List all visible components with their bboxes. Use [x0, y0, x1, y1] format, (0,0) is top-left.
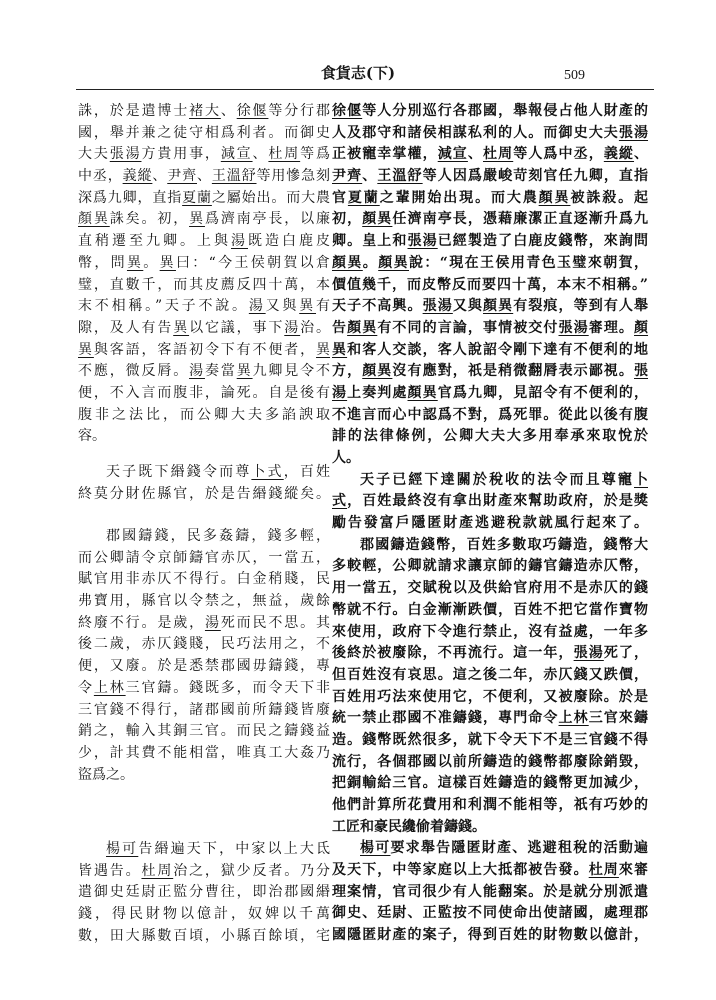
- text-line: [78, 656, 330, 678]
- text-run: 卿。皇上和: [332, 233, 408, 250]
- text-run: 直稍遷至九卿。上與: [78, 233, 231, 250]
- text-run: 造。錢幣既然很多，就下令天下不是三官錢不得: [332, 731, 648, 748]
- proper-name: 杜周: [268, 146, 301, 163]
- text-line: [332, 882, 648, 904]
- text-line: [78, 634, 330, 656]
- text-run: 流行，各個郡國以前所鑄造的錢幣都廢除銷毀，: [332, 753, 648, 770]
- text-line: [332, 101, 648, 123]
- text-run: 有不同的言論，事情被交付: [377, 319, 559, 336]
- text-line: [332, 470, 648, 492]
- text-run: 被誅殺。起: [570, 189, 649, 206]
- proper-name: 顏異: [332, 254, 363, 271]
- text-line: [332, 708, 648, 730]
- text-run: 天子既下緡錢令而尊: [106, 464, 252, 480]
- text-run: 既造白鹿皮: [248, 233, 330, 250]
- proper-name: 湯: [284, 319, 301, 336]
- text-run: 誹的法律條例，公卿大夫大多用奉承來取悅於: [332, 428, 648, 445]
- text-run: 正被寵幸掌權，: [332, 146, 438, 163]
- running-head-title: 食貨志(下): [320, 64, 396, 82]
- text-run: 、: [252, 146, 269, 163]
- text-run: 、: [634, 146, 649, 163]
- text-run: 終莫分財佐縣官，於是告緡錢縱矣。: [78, 485, 330, 502]
- text-run: 璧，直數千，而其皮薦反四十萬，本: [78, 276, 330, 293]
- text-run: 後終於被廢除，不再流行。這一年，: [332, 645, 574, 662]
- text-run: 便，又廢。於是悉禁郡國毋鑄錢，專: [78, 658, 330, 675]
- proper-name: 顏異: [407, 384, 438, 401]
- text-run: 末不相稱。”天子不說。: [78, 298, 249, 315]
- proper-name: 王溫舒: [377, 168, 423, 185]
- proper-name: 異: [332, 341, 348, 358]
- text-run: 、: [467, 146, 484, 163]
- text-run: 上奏判處: [347, 384, 408, 401]
- proper-name: 顏異: [538, 189, 571, 206]
- text-run: 任濟南亭長，憑藉廉潔正直逐漸升爲九: [392, 211, 649, 228]
- text-run: 來審: [618, 862, 649, 879]
- proper-name: 卜: [634, 471, 648, 488]
- text-line: [78, 188, 330, 210]
- proper-name: 異: [189, 211, 205, 228]
- proper-name: 尹齊: [167, 168, 197, 185]
- proper-name: 顏異: [362, 363, 393, 380]
- proper-name: 張湯: [422, 298, 453, 315]
- text-run: 價值幾千，而皮幣反而要四十萬，本末不相稱。”: [332, 276, 648, 293]
- paragraph: [332, 535, 648, 839]
- text-run: 三官來鑄: [588, 710, 649, 727]
- proper-name: 卜式: [251, 464, 284, 480]
- text-run: ，百姓: [283, 464, 331, 480]
- text-line: [78, 678, 330, 700]
- text-run: 不進言而心中認爲不對，爲死罪。從此以後有腹: [332, 406, 648, 423]
- text-line: [332, 188, 648, 210]
- text-run: 、: [220, 103, 237, 119]
- text-run: 他們計算所花費用和利潤不能相等，祇有巧妙的: [332, 797, 648, 813]
- text-run: 天子已經下達關於稅收的法令而且尊寵: [360, 471, 634, 488]
- text-run: 有裂痕，等到有人舉: [513, 298, 649, 315]
- text-run: 遣御史廷尉正監分曹往，即治郡國緡: [78, 884, 330, 901]
- text-line: [78, 275, 330, 297]
- text-run: 要求舉告隱匿財產、逃避租稅的活動遍: [390, 840, 649, 857]
- text-run: 說：“現在王侯用青色玉璧來朝賀，: [409, 254, 649, 271]
- text-line: [332, 318, 648, 340]
- proper-name: 上林: [93, 679, 126, 696]
- proper-name: 顏異: [378, 254, 409, 271]
- text-run: 多較輕，公卿就請求讓京師的鑄官鑄造赤仄幣，: [332, 558, 648, 575]
- text-line: [332, 925, 648, 947]
- paragraph: [332, 101, 648, 470]
- text-run: 少，計其費不能相當，唯真工大姦乃: [78, 744, 330, 761]
- text-line: [332, 426, 648, 448]
- proper-name: 減宣: [220, 146, 253, 163]
- proper-name: 異: [159, 254, 176, 271]
- proper-name: 顏: [634, 319, 649, 336]
- text-line: [332, 665, 648, 687]
- text-run: 統一禁止郡國不准鑄錢，專門命令: [332, 710, 559, 727]
- text-run: 而公卿請令京師鑄官赤仄，一當五，: [78, 549, 330, 566]
- text-run: 百姓用巧法來使用它，不便利，又被廢除。於是: [332, 688, 648, 705]
- text-line: [78, 765, 330, 787]
- text-run: 幣，問: [78, 254, 127, 271]
- text-run: 方貴用事，: [141, 146, 221, 163]
- proper-name: 湯: [204, 614, 221, 631]
- text-line: [78, 839, 330, 861]
- text-run: 便，不入言而腹非，論死。自是後有: [78, 384, 330, 401]
- text-line: [78, 926, 330, 948]
- text-run: 曰：“今王侯朝賀以倉: [175, 254, 331, 271]
- translation-column: [332, 101, 648, 947]
- text-run: 容。: [78, 428, 106, 445]
- text-line: [78, 591, 330, 613]
- text-line: [332, 556, 648, 578]
- text-run: 等爲: [300, 146, 331, 163]
- text-run: 官: [332, 189, 348, 206]
- text-line: [332, 622, 648, 644]
- text-line: [78, 700, 330, 722]
- text-line: [332, 405, 648, 427]
- text-line: [332, 838, 648, 860]
- text-run: 初，: [332, 211, 363, 228]
- text-line: [78, 144, 330, 166]
- text-run: 中丞，: [78, 168, 123, 185]
- text-line: [78, 462, 330, 484]
- text-line: [78, 340, 330, 362]
- text-run: 。: [362, 254, 379, 271]
- text-run: 之輩開始出現。而大農: [379, 189, 539, 206]
- proper-name: 徐偃: [332, 103, 363, 119]
- proper-name: 上林: [558, 710, 589, 727]
- text-run: 郡國鑄造錢幣，百姓多數取巧鑄造，錢幣大: [360, 536, 648, 553]
- text-line: [78, 296, 330, 318]
- text-run: 等用慘急刻: [256, 168, 330, 185]
- text-run: 等人爲中丞，: [513, 146, 604, 163]
- text-line: [78, 548, 330, 570]
- proper-name: 湯: [189, 363, 205, 380]
- original-text-column: [78, 0, 330, 1000]
- text-run: 、: [152, 168, 168, 185]
- proper-name: 王溫舒: [211, 168, 257, 185]
- proper-name: 異: [173, 319, 190, 336]
- text-run: 勵告發富戶隱匿財產逃避稅款就風行起來了。: [332, 515, 648, 532]
- proper-name: 異: [78, 341, 94, 358]
- text-line: [78, 166, 330, 188]
- text-run: 死了，: [603, 645, 649, 662]
- text-run: 數，田大縣數百頃，小縣百餘頃，宅: [78, 927, 330, 944]
- text-line: [78, 721, 330, 743]
- text-run: 御史、廷尉、正監按不同使命出使諸國，處理郡: [332, 905, 648, 922]
- proper-name: 顏異: [347, 319, 378, 336]
- text-run: 與客語，客語初令下有不便者，: [93, 341, 317, 358]
- paragraph: [78, 526, 330, 786]
- text-run: 但百姓沒有哀思。這之後二年，赤仄錢又跌價，: [332, 666, 648, 683]
- text-run: 盜爲之。: [78, 766, 134, 783]
- text-run: 誅矣。初，: [109, 211, 190, 228]
- text-run: 已經製造了白鹿皮錢幣，來詢問: [437, 233, 649, 250]
- paragraph: [78, 462, 330, 505]
- text-run: 工匠和豪民纔偷着鑄錢。: [332, 818, 486, 835]
- proper-name: 張湯: [558, 319, 589, 336]
- text-run: 人。: [332, 450, 360, 466]
- text-line: [78, 569, 330, 591]
- text-run: 用一當五，交賦稅以及供給官府用不是赤仄的錢: [332, 580, 648, 597]
- text-line: [78, 882, 330, 904]
- text-line: [332, 340, 648, 362]
- text-run: 以它議，事下: [189, 319, 285, 336]
- text-run: 不應，微反脣。: [78, 363, 190, 380]
- text-run: 審理。: [588, 319, 635, 336]
- text-run: 人及郡守和諸侯相謀私利的人。而御史大夫: [332, 124, 619, 141]
- text-run: 死而民不思。其: [220, 614, 331, 631]
- text-line: [332, 600, 648, 622]
- text-line: [332, 209, 648, 231]
- text-run: 錢，得民財物以億計，奴婢以千萬: [78, 906, 330, 923]
- text-run: 把銅輸給三官。這樣百姓鑄造的錢幣更加減少，: [332, 775, 648, 792]
- proper-name: 夏蘭: [182, 189, 212, 206]
- proper-name: 杜周: [588, 862, 619, 879]
- text-line: [78, 613, 330, 635]
- text-line: [78, 123, 330, 145]
- proper-name: 湯: [231, 233, 248, 250]
- text-line: [332, 903, 648, 925]
- text-line: [332, 860, 648, 882]
- proper-name: 楊可: [360, 840, 391, 857]
- text-line: [332, 361, 648, 383]
- proper-name: 徐偃: [236, 103, 269, 119]
- text-line: [332, 752, 648, 774]
- text-run: 皆遇告。: [78, 862, 142, 879]
- proper-name: 張湯: [109, 146, 142, 163]
- proper-name: 湯: [248, 298, 266, 315]
- proper-name: 異: [126, 254, 144, 271]
- text-run: 大夫: [78, 146, 110, 163]
- text-run: 國，舉并兼之徒守相爲利者。而御史: [78, 124, 330, 141]
- text-line: [332, 795, 648, 817]
- text-line: [78, 101, 330, 123]
- proper-name: 異: [316, 341, 331, 358]
- text-line: [78, 743, 330, 765]
- proper-name: 杜周: [483, 146, 514, 163]
- text-run: 天子不高興。: [332, 298, 423, 315]
- text-line: [332, 275, 648, 297]
- text-line: [332, 578, 648, 600]
- text-line: [332, 123, 648, 145]
- text-line: [78, 405, 330, 427]
- proper-name: 異: [299, 298, 317, 315]
- text-run: 等分行郡: [268, 103, 331, 119]
- paragraph: [78, 101, 330, 448]
- text-line: [332, 730, 648, 752]
- text-line: [332, 535, 648, 557]
- text-run: 三官錢不得行，諸郡國前所鑄錢皆廢: [78, 701, 330, 718]
- proper-name: 義縱: [603, 146, 635, 163]
- text-line: [78, 361, 330, 383]
- text-line: [78, 426, 330, 448]
- proper-name: 湯: [332, 384, 348, 401]
- text-run: 等人分別巡行各郡國，舉報侵占他人財產的: [362, 103, 649, 119]
- proper-name: 減宣: [437, 146, 468, 163]
- text-run: 又與: [265, 298, 300, 315]
- text-run: 。: [143, 254, 160, 271]
- text-run: 告: [332, 319, 348, 336]
- text-line: [332, 513, 648, 535]
- text-run: ，百姓最終沒有拿出財產來幫助政府，於是獎: [347, 493, 649, 510]
- text-run: 誅，於是遣博士: [78, 103, 190, 119]
- text-run: 爲濟南亭長，以廉: [204, 211, 331, 228]
- text-run: 令: [78, 679, 94, 696]
- text-run: 方，: [332, 363, 363, 380]
- paragraph: [332, 838, 648, 946]
- proper-name: 異: [236, 363, 253, 380]
- text-run: 告緡遍天下，中家以上大氐: [138, 841, 331, 857]
- text-line: [332, 448, 648, 470]
- text-run: 三官鑄。錢既多，而令天下非: [125, 679, 331, 696]
- text-line: [332, 144, 648, 166]
- text-line: [332, 253, 648, 275]
- text-line: [332, 231, 648, 253]
- proper-name: 義縱: [122, 168, 153, 185]
- proper-name: 張: [634, 363, 649, 380]
- text-line: [78, 484, 330, 506]
- proper-name: 褚大: [189, 103, 221, 119]
- page-number: 509: [564, 68, 585, 83]
- paragraph: [78, 839, 330, 947]
- text-line: [78, 526, 330, 548]
- text-line: [332, 773, 648, 795]
- text-run: 來使用，政府下令進行禁止，沒有益處，一年多: [332, 623, 648, 640]
- text-run: 深爲九卿，直指: [78, 189, 183, 206]
- text-run: 和客人交談，客人說詔令剛下達有不便利的地: [347, 341, 649, 358]
- text-run: 治之，獄少反者。乃分: [173, 862, 331, 879]
- text-line: [332, 491, 648, 513]
- text-line: [78, 904, 330, 926]
- text-line: [332, 383, 648, 405]
- text-run: 隙，及人有告: [78, 319, 174, 336]
- paragraph: [332, 470, 648, 535]
- text-run: 、: [197, 168, 212, 185]
- text-run: 後二歲，赤仄錢賤，民巧法用之，不: [78, 636, 330, 653]
- text-line: [78, 861, 330, 883]
- proper-name: 張湯: [407, 233, 438, 250]
- proper-name: 顏異: [483, 298, 514, 315]
- proper-name: 張湯: [618, 124, 649, 141]
- proper-name: 顏異: [362, 211, 393, 228]
- text-run: 幣就不行。白金漸漸跌價，百姓不把它當作寶物: [332, 601, 648, 618]
- text-run: 及天下，中等家庭以上大抵都被告發。: [332, 862, 589, 879]
- text-run: 奏當: [204, 363, 237, 380]
- proper-name: 楊可: [106, 841, 139, 857]
- proper-name: 張湯: [573, 645, 604, 662]
- text-line: [78, 253, 330, 275]
- text-line: [78, 318, 330, 340]
- text-run: 官爲九卿，見詔令有不便利的，: [437, 384, 649, 401]
- text-run: 賦官用非赤仄不得行。白金稍賤，民: [78, 571, 330, 588]
- text-run: 、: [362, 168, 378, 185]
- proper-name: 夏蘭: [347, 189, 380, 206]
- text-run: 沒有應對，祇是稍微翻脣表示鄙視。: [392, 363, 635, 380]
- text-line: [78, 383, 330, 405]
- text-line: [332, 166, 648, 188]
- text-line: [78, 231, 330, 253]
- text-run: 有: [316, 298, 331, 315]
- text-run: 弗寶用，縣官以令禁之，無益，歲餘: [78, 593, 330, 610]
- proper-name: 尹齊: [332, 168, 363, 185]
- text-run: 九卿見令不: [252, 363, 331, 380]
- proper-name: 顏異: [78, 211, 110, 228]
- text-line: [78, 209, 330, 231]
- text-run: 郡國鑄錢，民多姦鑄，錢多輕，: [106, 528, 330, 544]
- proper-name: 杜周: [141, 862, 174, 879]
- text-line: [332, 687, 648, 709]
- text-line: [332, 296, 648, 318]
- text-run: 終廢不行。是歲，: [78, 614, 205, 631]
- text-run: 國隱匿財產的案子，得到百姓的財物數以億計，: [332, 927, 648, 944]
- text-line: [332, 817, 648, 839]
- text-run: 腹非之法比，而公卿大夫多諂諛取: [78, 406, 330, 423]
- text-run: 又與: [452, 298, 484, 315]
- text-run: 等人因爲嚴峻苛刻官任九卿，直指: [422, 168, 649, 185]
- text-run: 之屬始出。而大農: [211, 189, 330, 206]
- text-run: 銷之，輸入其銅三官。而民之鑄錢益: [78, 723, 330, 740]
- proper-name: 式: [332, 493, 348, 510]
- text-run: 治。: [300, 319, 331, 336]
- text-line: [332, 643, 648, 665]
- text-run: 理案情，官司很少有人能翻案。於是就分別派遣: [332, 883, 648, 900]
